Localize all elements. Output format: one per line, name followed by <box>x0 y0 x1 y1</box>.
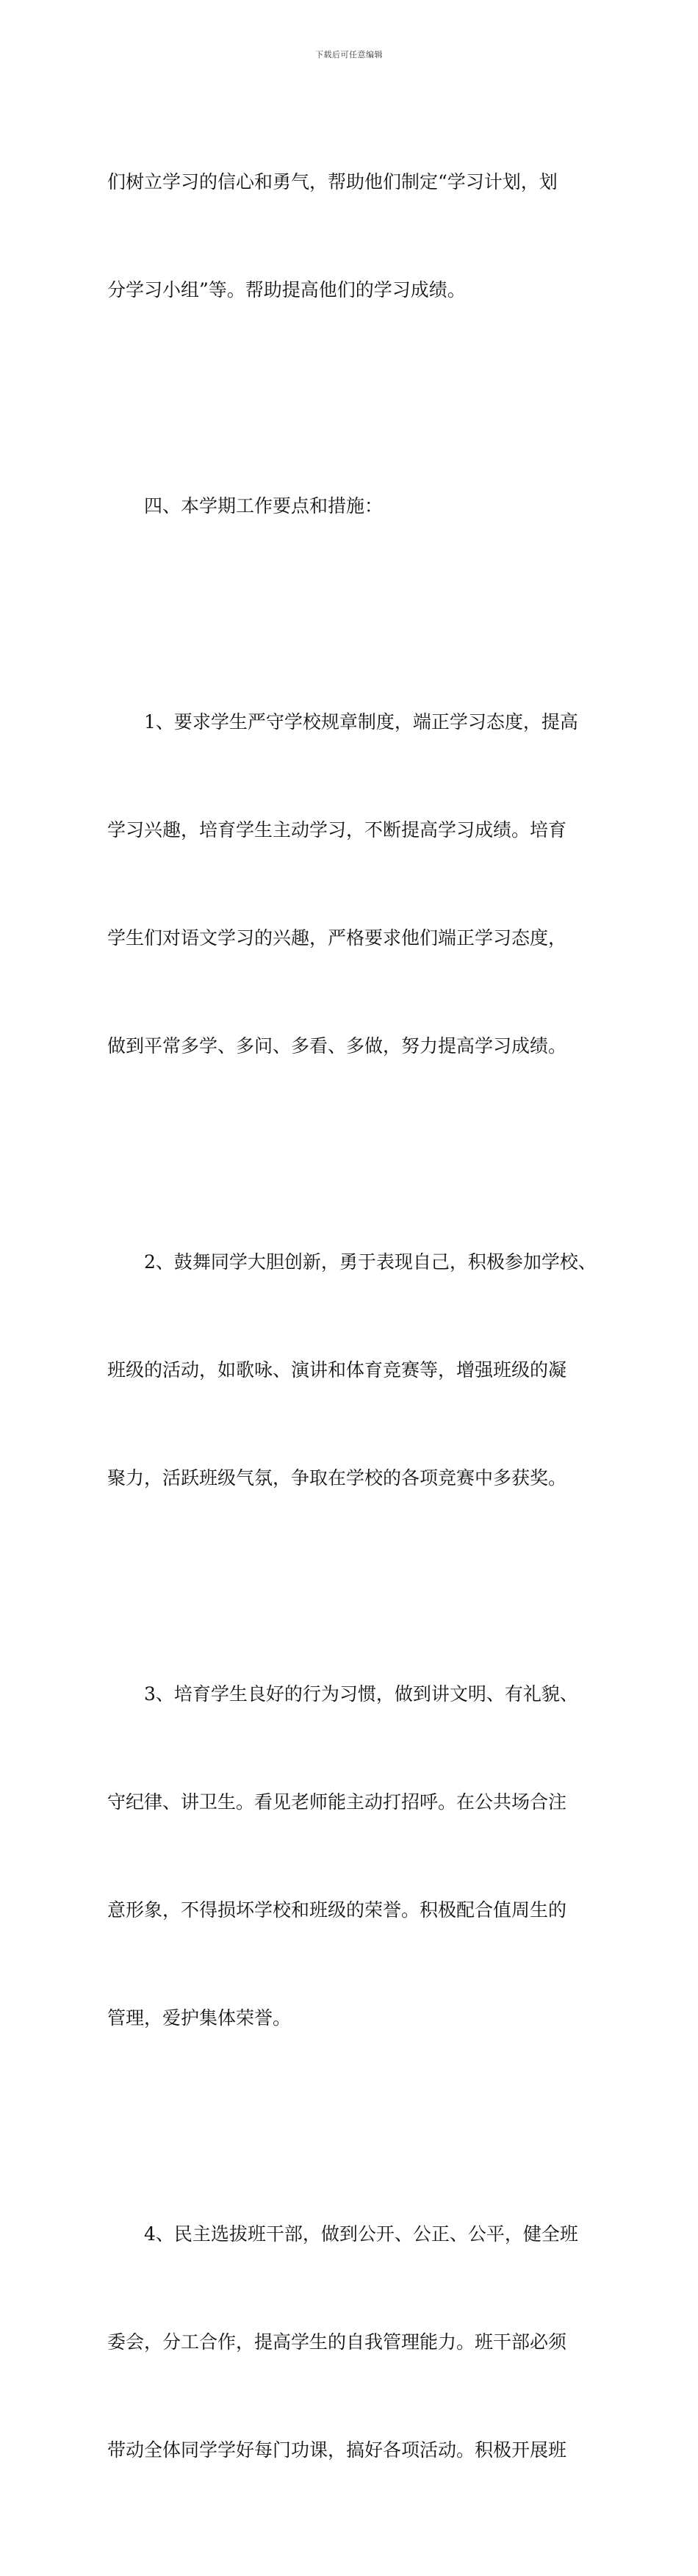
text-line: 学习兴趣，培育学生主动学习，不断提高学习成绩。培育 <box>107 819 567 841</box>
document-body <box>107 92 607 2576</box>
text-line: 1、要求学生严守学校规章制度，端正学习态度，提高 <box>144 711 578 733</box>
text-line: 4、民主选拔班干部，做到公开、公正、公平，健全班 <box>144 2223 578 2245</box>
paragraph-item-3 <box>107 1604 607 2108</box>
text-line: 班级的活动，如歌咏、演讲和体育竞赛等，增强班级的凝 <box>107 1359 567 1381</box>
text-line: 做到平常多学、多问、多看、多做，努力提高学习成绩。 <box>107 1035 567 1057</box>
text-line: 四、本学期工作要点和措施： <box>144 495 384 517</box>
text-line: 守纪律、讲卫生。看见老师能主动打招呼。在公共场合注 <box>107 1791 567 1813</box>
paragraph-1 <box>107 92 607 380</box>
page-header: 下载后可任意编辑 <box>315 50 383 60</box>
text-line: 委会，分工合作，提高学生的自我管理能力。班干部必须 <box>107 2331 567 2353</box>
text-line: 意形象，不得损坏学校和班级的荣誉。积极配合值周生的 <box>107 1899 567 1921</box>
section-heading-4 <box>107 416 607 596</box>
text-line: 分学习小组”等。帮助提高他们的学习成绩。 <box>107 279 466 301</box>
text-line: 聚力，活跃班级气氛，争取在学校的各项竞赛中多获奖。 <box>107 1467 567 1489</box>
paragraph-item-2 <box>107 1172 607 1568</box>
text-line: 管理，爱护集体荣誉。 <box>107 2007 292 2029</box>
paragraph-item-1 <box>107 632 607 1136</box>
paragraph-item-4 <box>107 2144 607 2540</box>
text-line: 们树立学习的信心和勇气，帮助他们制定“学习计划，划 <box>107 171 558 193</box>
text-line: 2、鼓舞同学大胆创新，勇于表现自己，积极参加学校、 <box>144 1251 597 1273</box>
text-line: 学生们对语文学习的兴趣，严格要求他们端正学习态度， <box>107 927 567 949</box>
text-line: 3、培育学生良好的行为习惯，做到讲文明、有礼貌、 <box>144 1683 578 1705</box>
text-line: 带动全体同学学好每门功课，搞好各项活动。积极开展班 <box>107 2439 567 2461</box>
